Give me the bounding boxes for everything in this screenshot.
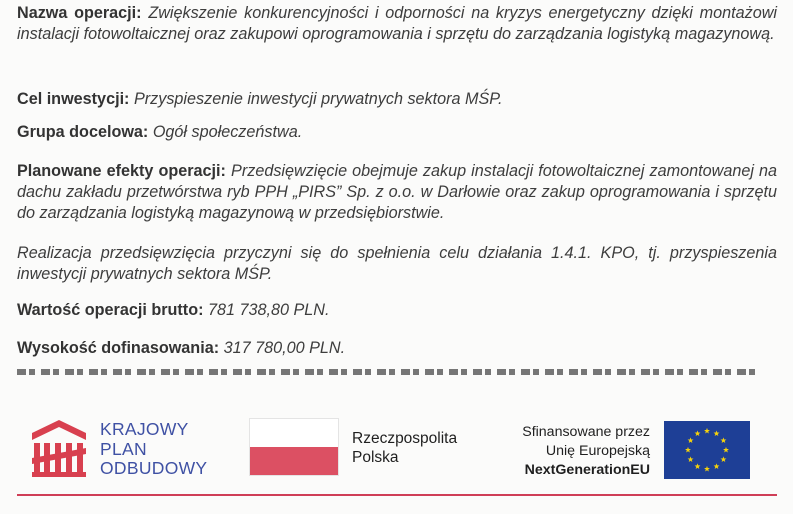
- funding-amount-paragraph: [17, 338, 777, 359]
- eu-line-2: Unię Europejską: [545, 443, 650, 459]
- planned-effects-paragraph: [17, 161, 777, 224]
- rp-line-1: Rzeczpospolita: [352, 430, 458, 447]
- footer-divider: [17, 494, 777, 496]
- kpo-line-1: KRAJOWY: [100, 419, 189, 439]
- funding-amount-value: 317 780,00 PLN.: [223, 339, 346, 357]
- target-group-label: Grupa docelowa:: [17, 123, 149, 141]
- realization-value: Realizacja przedsięwzięcia przyczyni się do spełnienia celu działania 1.4.1. KPO, tj. przyspieszenia inwestycji prywatnych sektora MŚP.: [17, 244, 777, 283]
- operation-name-label: Nazwa operacji:: [17, 4, 142, 22]
- realization-paragraph: [17, 243, 777, 285]
- poland-flag-icon: [249, 418, 339, 476]
- eu-line-3: NextGenerationEU: [524, 462, 650, 478]
- eu-flag-icon: [664, 421, 750, 479]
- investment-goal-value: Przyspieszenie inwestycji prywatnych sektora MŚP.: [133, 90, 503, 108]
- gross-value-paragraph: [17, 300, 777, 321]
- target-group-value: Ogół społeczeństwa.: [152, 123, 303, 141]
- rp-line-2: Polska: [352, 449, 399, 466]
- operation-name-value: Zwiększenie konkurencyjności i odporności na kryzys energetyczny dzięki montażowi instalacji fotowoltaicznej oraz zakupowi oprogramowania i sprzętu do zarządzania logistyką magazynową.: [17, 4, 777, 43]
- kpo-logo-text: [100, 420, 207, 479]
- eu-line-1: Sfinansowane przez: [522, 424, 650, 440]
- target-group-paragraph: [17, 122, 777, 143]
- kpo-line-2: PLAN: [100, 438, 147, 459]
- kpo-logo-icon: [30, 418, 88, 478]
- kpo-line-3: ODBUDOWY: [100, 458, 208, 478]
- planned-effects-label: Planowane efekty operacji:: [17, 162, 226, 180]
- planned-effects-value: Przedsięwzięcie obejmuje zakup instalacji fotowoltaicznej zamontowanej na dachu zakładu przetwórstwa ryb PPH „PIRS” Sp. z o.o. w Darłowie oraz zakup oprogramowania i sprzętu do zarządzania logistyką magazynową w przedsiębiorstwie.: [17, 162, 777, 222]
- cut-off-text-line: [17, 369, 757, 375]
- operation-name-paragraph: [17, 3, 777, 45]
- investment-goal-paragraph: [17, 89, 777, 110]
- gross-value-label: Wartość operacji brutto:: [17, 301, 204, 319]
- investment-goal-label: Cel inwestycji:: [17, 90, 130, 108]
- eu-funding-text: [522, 423, 650, 480]
- funding-amount-label: Wysokość dofinasowania:: [17, 339, 220, 357]
- footer-logos: [0, 410, 793, 490]
- gross-value-value: 781 738,80 PLN.: [207, 301, 330, 319]
- rp-logo-text: [352, 429, 457, 467]
